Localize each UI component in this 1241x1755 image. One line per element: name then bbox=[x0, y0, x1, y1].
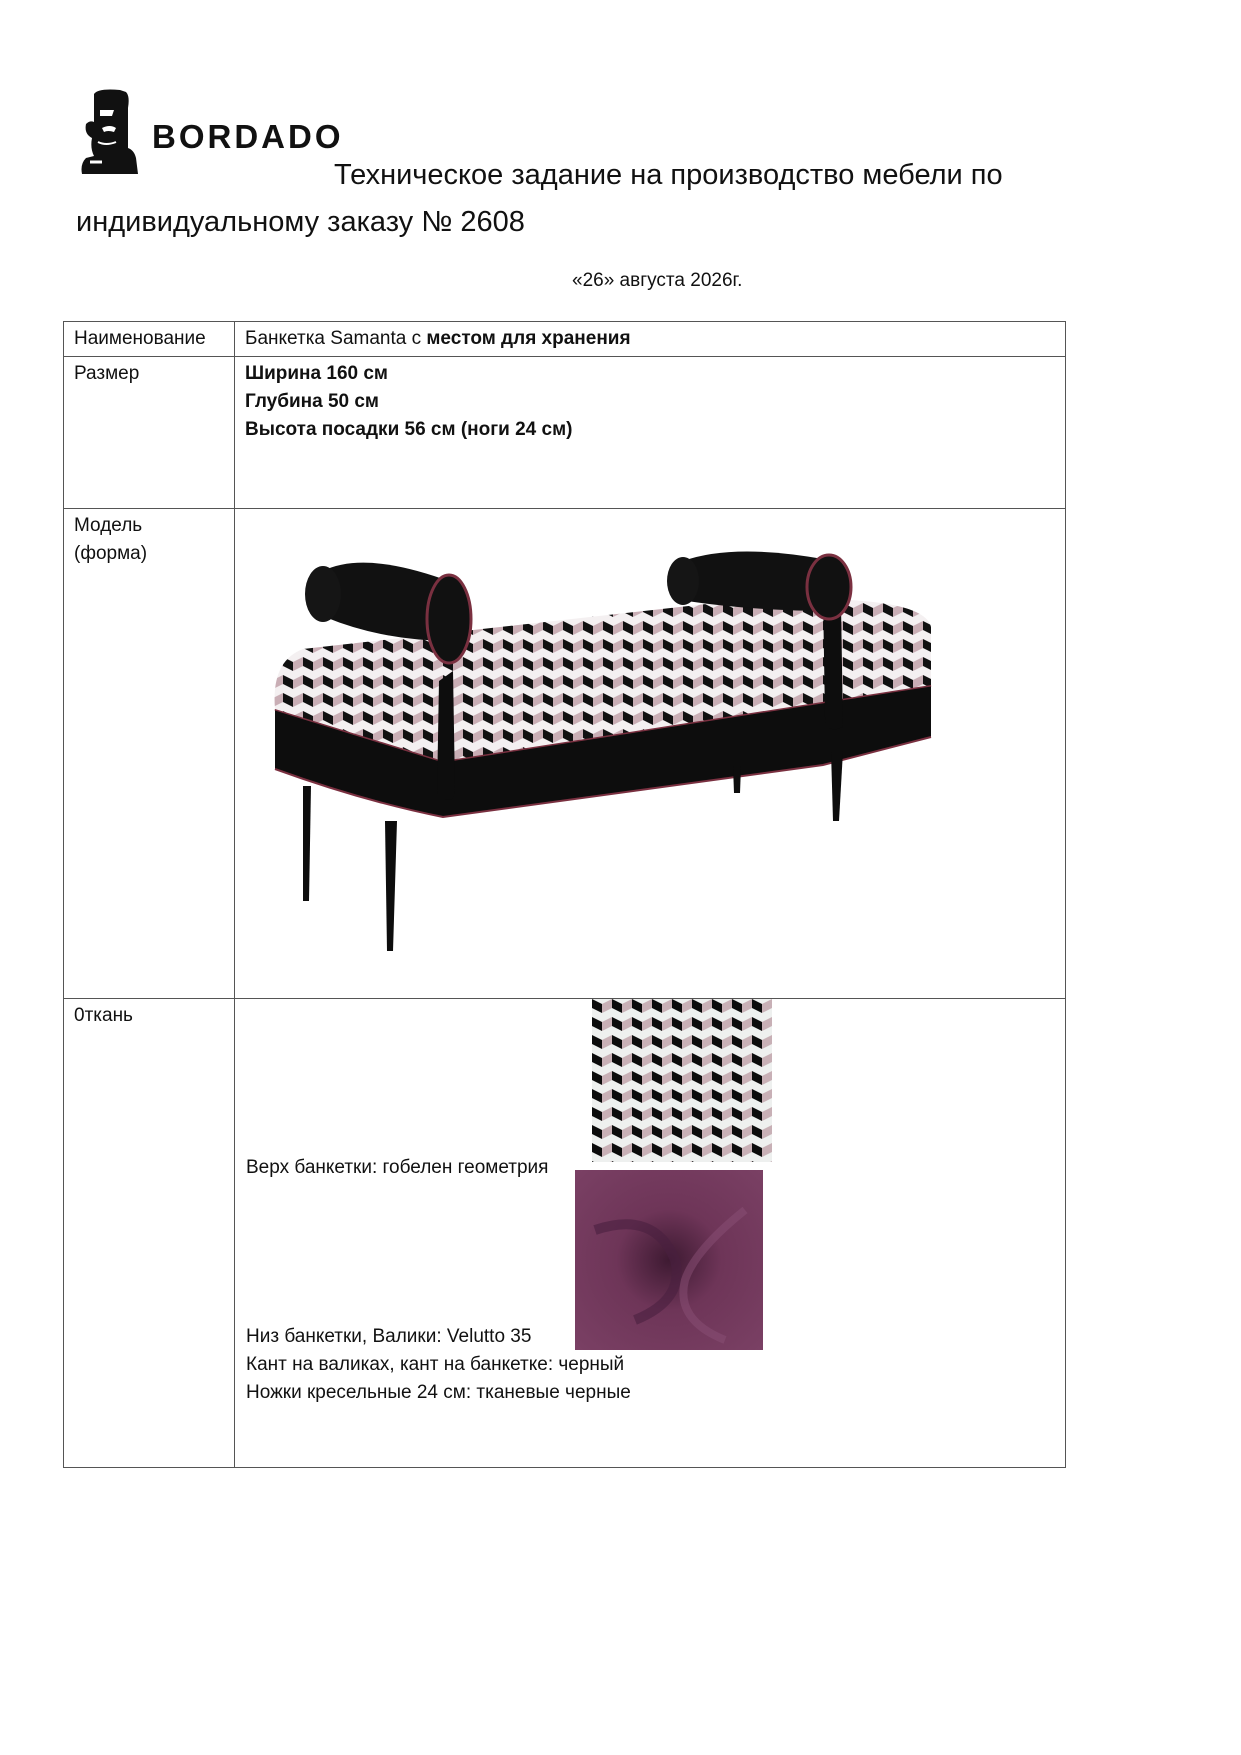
title-line-2: индивидуальному заказу № 2608 bbox=[76, 206, 525, 238]
fabric-bottom-text: Низ банкетки, Валики: Velutto 35 bbox=[246, 1326, 532, 1347]
value-size bbox=[235, 357, 1066, 509]
title-line-1: Техническое задание на производство мебели по bbox=[334, 159, 1003, 191]
table-row-name bbox=[64, 322, 1066, 357]
label-fabric: 0ткань bbox=[64, 999, 235, 1468]
value-name-bold: местом для хранения bbox=[426, 328, 631, 349]
fabric-cell bbox=[235, 999, 1066, 1468]
size-height: Высота посадки 56 см (ноги 24 см) bbox=[245, 419, 573, 440]
table-row-fabric bbox=[64, 999, 1066, 1468]
document-date: «26» августа 2026г. bbox=[572, 270, 743, 291]
fabric-legs-text: Ножки кресельные 24 см: тканевые черные bbox=[246, 1382, 631, 1403]
bench-image bbox=[263, 531, 953, 971]
fabric-top-text: Верх банкетки: гобелен геометрия bbox=[246, 1157, 549, 1178]
size-depth: Глубина 50 см bbox=[245, 391, 379, 412]
tapestry-swatch-image bbox=[592, 999, 772, 1162]
document-title bbox=[76, 152, 1076, 246]
velvet-swatch-image bbox=[575, 1170, 763, 1350]
table-row-size bbox=[64, 357, 1066, 509]
label-model-line2: (форма) bbox=[74, 543, 148, 564]
label-model-line1: Модель bbox=[74, 515, 143, 536]
label-size: Размер bbox=[64, 357, 235, 509]
value-name-plain: Банкетка Samanta с bbox=[245, 328, 427, 349]
label-name: Наименование bbox=[64, 322, 235, 357]
model-cell bbox=[235, 509, 1066, 999]
brand-name: BORDADO bbox=[152, 118, 344, 155]
size-width: Ширина 160 см bbox=[245, 363, 388, 384]
value-name bbox=[235, 322, 1066, 357]
spec-table bbox=[63, 321, 1066, 1468]
fabric-piping-text: Кант на валиках, кант на банкетке: черный bbox=[246, 1354, 625, 1375]
table-row-model bbox=[64, 509, 1066, 999]
label-model bbox=[64, 509, 235, 999]
